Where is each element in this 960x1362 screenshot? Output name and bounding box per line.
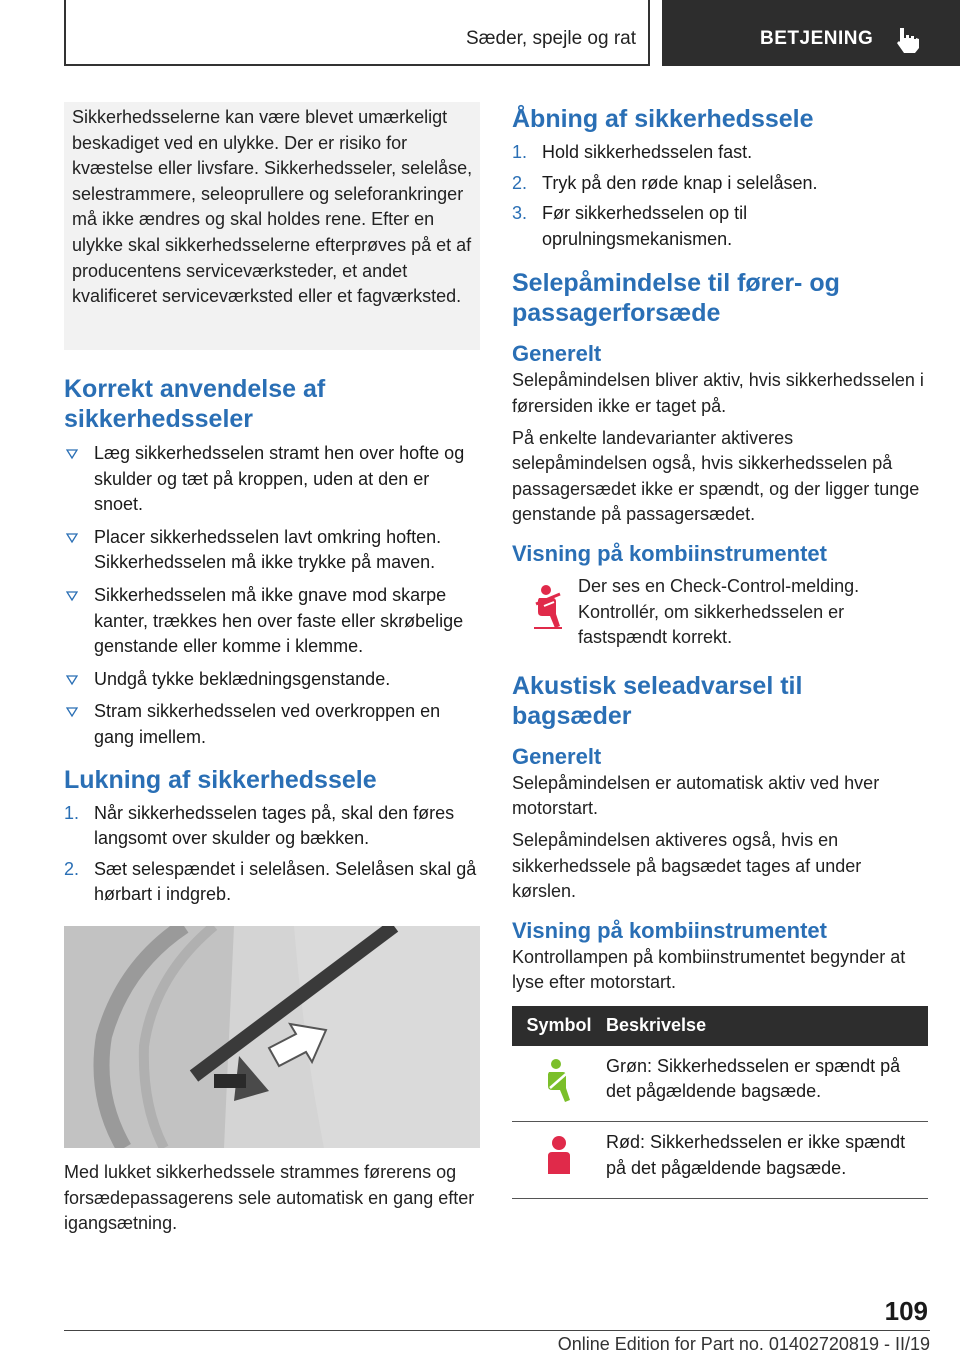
step-number: 3. [512,203,528,224]
subheading-general: Generelt [512,743,602,769]
rear-display-text: Kontrollampen på kombiinstrumentet begynder at lyse efter motorstart. [512,946,906,993]
list-item-text: Undgå tykke beklædningsgenstande. [94,668,391,689]
table-row [512,1122,928,1199]
list-item [512,171,928,197]
left-column [64,102,480,1237]
list-item [64,699,480,750]
table-header-row [512,1006,928,1046]
step-number: 1. [64,802,80,823]
list-item [512,201,928,252]
heading-rear: Akustisk seleadvarsel til bagsæder [512,671,803,730]
step-text: Hold sikkerhedsselen fast. [542,142,753,162]
list-item [64,441,480,518]
page-number: 109 [884,1296,928,1326]
seatbelt-warning-icon [532,584,566,630]
symbol-cell [512,1122,606,1199]
display-note-text: Der ses en Check-Control-melding. Kontrollér, om sikkerhedsselen er fastspændt korrekt. [578,575,860,648]
seatbelt-green-icon [542,1058,576,1104]
header-rule-mid [648,0,650,66]
header-chapter-label: BETJENING [760,28,874,49]
right-column [512,102,928,1199]
bullet-triangle-icon [66,674,78,686]
step-number: 2. [64,858,80,879]
description-cell: Grøn: Sikkerhedsselen er spændt på det pågældende bagsæde. [606,1046,928,1122]
bullet-triangle-icon [66,532,78,544]
rear-general-p2: Selepåmindelsen aktiveres også, hvis en sikkerhedssele på bagsædet tages af under kørslen. [512,829,862,902]
step-number: 2. [512,172,528,193]
table-row [512,1046,928,1122]
step-text: Sæt selespændet i selelåsen. Selelåsen skal gå hørbart i indgreb. [94,858,477,905]
correct-use-list [64,441,480,751]
col-symbol: Symbol [512,1006,606,1046]
header-rule-bottom [64,64,649,66]
list-item-text: Placer sikkerhedsselen lavt omkring hoften. Sikkerhedsselen må ikke trykke på maven. [94,526,442,573]
description-cell: Rød: Sikkerhedsselen er ikke spændt på det pågældende bagsæde. [606,1122,928,1199]
heading-correct-use: Korrekt anvendelse af sikkerhedsseler [64,375,326,433]
warning-text: Sikkerhedsselerne kan være blevet umærkeligt beskadiget ved en ulykke. Der er risiko for kvæstelse eller livsfare. Sikkerhedsseler, selelåse, selestrammere, seleoprullere og seleforankringer må ikke ændres og skal holdes rene. Efter en ulykke skal sikkerhedsselerne efterprøves på et af producentens serviceværksteder, et andet kvalificeret serviceværksted eller et fagværksted. [72,107,473,307]
subheading-general: Generelt [512,341,602,367]
list-item [512,140,928,166]
heading-reminder: Selepåmindelse til fører- og passagerforsæde [512,269,840,328]
reminder-general-p1: Selepåmindelsen bliver aktiv, hvis sikkerhedsselen i førersiden ikke er taget på. [512,370,924,416]
heading-closing: Lukning af sikkerhedssele [64,765,377,794]
footer-rule [64,1330,930,1331]
step-text: Tryk på den røde knap i selelåsen. [542,172,818,193]
reminder-general-p2: På enkelte landevarianter aktiveres selepåmindelsen også, hvis sikkerhedsselen på passagersædet ikke er spændt, og der ligger tunge genstande på passagersædet. [512,427,920,525]
closing-steps [64,801,480,908]
bullet-triangle-icon [66,590,78,602]
hand-pointer-icon [894,24,922,54]
step-text: Før sikkerhedsselen op til oprulningsmekanismen. [542,203,748,249]
seatbelt-illustration [64,926,480,1148]
subheading-display: Visning på kombiinstrumentet [512,917,827,943]
header-chapter-tab[interactable] [662,0,960,66]
list-item [64,525,480,576]
list-item [64,583,480,660]
footer-edition: Online Edition for Part no. 01402720819 - II/19 [557,1334,930,1354]
col-description: Beskrivelse [606,1006,928,1046]
rear-general-p1: Selepåmindelsen er automatisk aktiv ved hver motorstart. [512,772,880,819]
subheading-display: Visning på kombiinstrumentet [512,540,827,566]
step-text: Når sikkerhedsselen tages på, skal den føres langsomt over skulder og bækken. [94,802,455,849]
display-note [512,574,928,651]
symbol-cell [512,1046,606,1122]
seatbelt-buckle-photo [64,926,480,1148]
opening-steps [512,140,928,252]
list-item [64,857,480,908]
header-section-title: Sæder, spejle og rat [465,28,636,49]
header-rule-left [64,0,66,66]
list-item-text: Sikkerhedsselen må ikke gnave mod skarpe kanter, trækkes hen over faste eller skrøbelige genstande eller komme i klemme. [94,584,464,657]
step-number: 1. [512,142,528,162]
symbol-table [512,1006,928,1199]
photo-caption: Med lukket sikkerhedssele strammes førerens og forsædepassagerens sele automatisk en gang efter igangsætning. [64,1161,475,1234]
list-item-text: Stram sikkerhedsselen ved overkroppen en gang imellem. [94,701,441,747]
heading-opening: Åbning af sikkerhedssele [512,105,814,133]
list-item [64,667,480,693]
bullet-triangle-icon [66,448,78,460]
warning-box [64,102,480,350]
seat-red-icon [542,1134,576,1180]
list-item [64,801,480,852]
bullet-triangle-icon [66,706,78,718]
list-item-text: Læg sikkerhedsselen stramt hen over hofte og skulder og tæt på kroppen, uden at den er snoet. [94,443,465,515]
